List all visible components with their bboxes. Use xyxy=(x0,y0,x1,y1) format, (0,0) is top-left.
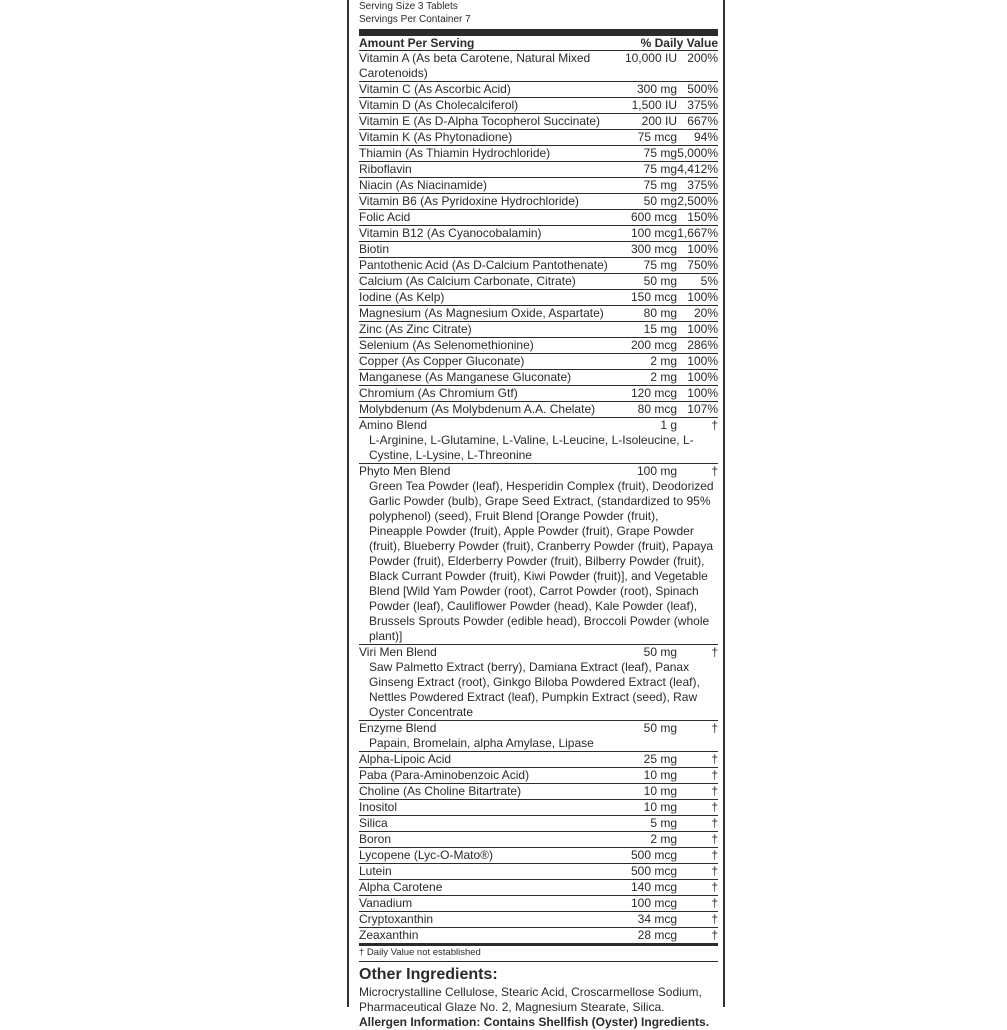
nutrient-name: Alpha-Lipoic Acid xyxy=(359,752,452,766)
allergen-information: Allergen Information: Contains Shellfish (Oyster) Ingredients. xyxy=(359,1015,710,1029)
nutrient-name: Manganese (As Manganese Gluconate) xyxy=(359,370,572,384)
table-row xyxy=(359,645,718,660)
nutrient-name: Vitamin B6 (As Pyridoxine Hydrochloride) xyxy=(359,194,579,208)
table-row xyxy=(359,194,718,210)
amount-per-serving: 1,500 IU xyxy=(631,98,677,112)
daily-value-percent: † xyxy=(711,645,718,659)
nutrient-name: Silica xyxy=(359,816,388,830)
nutrient-name: Thiamin (As Thiamin Hydrochloride) xyxy=(359,146,551,160)
nutrient-name: Vitamin C (As Ascorbic Acid) xyxy=(359,82,511,96)
nutrient-name: Chromium (As Chromium Gtf) xyxy=(359,386,518,400)
table-row xyxy=(359,210,718,226)
supplement-facts-panel xyxy=(359,0,718,1030)
table-row xyxy=(359,274,718,290)
amount-per-serving: 34 mcg xyxy=(637,912,677,926)
table-row xyxy=(359,290,718,306)
table-row xyxy=(359,721,718,736)
amount-per-serving: 50 mg xyxy=(643,645,677,659)
nutrient-name: Amino Blend xyxy=(359,418,428,432)
nutrient-rows xyxy=(359,51,718,418)
amount-per-serving: 80 mg xyxy=(643,306,677,320)
nutrient-name: Lutein xyxy=(359,864,392,878)
table-row xyxy=(359,258,718,274)
daily-value-percent: 5,000% xyxy=(677,146,718,160)
daily-value-percent: † xyxy=(711,928,718,942)
table-row xyxy=(359,354,718,370)
nutrient-name: Calcium (As Calcium Carbonate, Citrate) xyxy=(359,274,576,288)
blend-ingredients: L-Arginine, L-Glutamine, L-Valine, L-Leucine, L-Isoleucine, L-Cystine, L-Lysine, L-Threonine xyxy=(359,433,718,464)
daily-value-percent: 750% xyxy=(687,258,718,272)
daily-value-percent: 2,500% xyxy=(677,194,718,208)
daily-value-percent: † xyxy=(711,832,718,846)
amount-per-serving: 10 mg xyxy=(643,800,677,814)
table-row xyxy=(359,242,718,258)
amount-per-serving: 25 mg xyxy=(643,752,677,766)
daily-value-percent: † xyxy=(711,848,718,862)
table-row xyxy=(359,464,718,479)
table-row xyxy=(359,98,718,114)
daily-value-percent: † xyxy=(711,912,718,926)
nutrient-name: Enzyme Blend xyxy=(359,721,437,735)
blend-rows xyxy=(359,418,718,752)
blend-ingredients: Green Tea Powder (leaf), Hesperidin Complex (fruit), Deodorized Garlic Powder (bulb), Grape Seed Extract, (standardized to 95% polyphenol) (seed), Fruit Blend [Orange Powder (fruit), Pineapple Powder (fruit), Apple Powder (fruit), Grape Powder (fruit), Blueberry Powder (fruit), Cranberry Powder (fruit), Papaya Powder (fruit), Elderberry Powder (fruit), Bilberry Powder (fruit), Black Currant Powder (fruit), Kiwi Powder (fruit)], and Vegetable Blend [Wild Yam Powder (root), Carrot Powder (root), Spinach Powder (leaf), Cauliflower Powder (head), Kale Powder (leaf), Brussels Sprouts Powder (edible head), Broccoli Powder (whole plant)] xyxy=(359,479,718,645)
nutrient-name: Folic Acid xyxy=(359,210,411,224)
nutrient-name: Paba (Para-Aminobenzoic Acid) xyxy=(359,768,530,782)
daily-value-label: % Daily Value xyxy=(640,36,718,50)
amount-per-serving: 50 mg xyxy=(643,274,677,288)
daily-value-percent: 100% xyxy=(687,386,718,400)
table-row xyxy=(359,114,718,130)
table-row xyxy=(359,784,718,800)
table-row xyxy=(359,402,718,418)
blend-ingredients: Saw Palmetto Extract (berry), Damiana Extract (leaf), Panax Ginseng Extract (root), Ginkgo Biloba Powdered Extract (leaf), Nettles Powdered Extract (leaf), Pumpkin Extract (seed), Raw Oyster Concentrate xyxy=(359,660,718,721)
amount-per-serving: 100 mcg xyxy=(630,226,677,240)
amount-per-serving: 300 mcg xyxy=(630,242,677,256)
table-row xyxy=(359,130,718,146)
daily-value-percent: † xyxy=(711,464,718,478)
nutrient-name: Biotin xyxy=(359,242,390,256)
amount-per-serving: 75 mg xyxy=(643,178,677,192)
serving-size: Serving Size 3 Tablets xyxy=(359,1,458,12)
amount-per-serving: 140 mcg xyxy=(630,880,677,894)
amount-per-serving: 1 g xyxy=(660,418,677,432)
nutrient-name: Zeaxanthin xyxy=(359,928,419,942)
other-nutrient-rows xyxy=(359,752,718,944)
amount-per-serving: 150 mcg xyxy=(630,290,677,304)
amount-per-serving: 10 mg xyxy=(643,784,677,798)
table-row xyxy=(359,816,718,832)
nutrient-name: Vitamin B12 (As Cyanocobalamin) xyxy=(359,226,542,240)
table-row xyxy=(359,768,718,784)
daily-value-percent: † xyxy=(711,752,718,766)
thick-divider xyxy=(359,29,718,36)
daily-value-percent: 667% xyxy=(687,114,718,128)
table-row xyxy=(359,338,718,354)
daily-value-percent: 1,667% xyxy=(677,226,718,240)
nutrient-name: Riboflavin xyxy=(359,162,412,176)
daily-value-percent: † xyxy=(711,816,718,830)
table-row xyxy=(359,752,718,768)
daily-value-footnote: † Daily Value not established xyxy=(359,946,718,962)
daily-value-percent: 100% xyxy=(687,242,718,256)
nutrient-name: Boron xyxy=(359,832,392,846)
table-row xyxy=(359,386,718,402)
daily-value-percent: † xyxy=(711,784,718,798)
nutrient-name: Selenium (As Selenomethionine) xyxy=(359,338,534,352)
table-row xyxy=(359,178,718,194)
table-row xyxy=(359,912,718,928)
amount-per-serving: 5 mg xyxy=(650,816,677,830)
amount-per-serving: 75 mcg xyxy=(637,130,677,144)
daily-value-percent: 286% xyxy=(687,338,718,352)
amount-per-serving: 10 mg xyxy=(643,768,677,782)
amount-per-serving: 500 mcg xyxy=(630,848,677,862)
daily-value-percent: 375% xyxy=(687,178,718,192)
daily-value-percent: 5% xyxy=(700,274,718,288)
daily-value-percent: 100% xyxy=(687,322,718,336)
nutrient-name: Zinc (As Zinc Citrate) xyxy=(359,322,472,336)
amount-per-serving: 50 mg xyxy=(643,194,677,208)
nutrient-name: Magnesium (As Magnesium Oxide, Aspartate) xyxy=(359,306,604,320)
amount-per-serving: 120 mcg xyxy=(630,386,677,400)
nutrient-name: Alpha Carotene xyxy=(359,880,443,894)
nutrient-name: Choline (As Choline Bitartrate) xyxy=(359,784,522,798)
other-ingredients-title: Other Ingredients: xyxy=(359,966,498,983)
amount-per-serving: 600 mcg xyxy=(630,210,677,224)
amount-per-serving: 75 mg xyxy=(643,258,677,272)
nutrient-name: Phyto Men Blend xyxy=(359,464,451,478)
amount-per-serving: 28 mcg xyxy=(637,928,677,942)
daily-value-percent: † xyxy=(711,721,718,735)
amount-per-serving: 2 mg xyxy=(650,354,677,368)
table-row xyxy=(359,832,718,848)
daily-value-percent: 100% xyxy=(687,370,718,384)
daily-value-percent: 100% xyxy=(687,354,718,368)
amount-per-serving: 200 IU xyxy=(641,114,677,128)
daily-value-percent: † xyxy=(711,768,718,782)
table-row xyxy=(359,928,718,944)
table-header xyxy=(359,36,718,51)
nutrient-name: Vitamin E (As D-Alpha Tocopherol Succinate) xyxy=(359,114,601,128)
nutrient-name: Cryptoxanthin xyxy=(359,912,434,926)
nutrient-name: Pantothenic Acid (As D-Calcium Pantothenate) xyxy=(359,258,608,272)
daily-value-percent: † xyxy=(711,880,718,894)
servings-per-container: Servings Per Container 7 xyxy=(359,14,471,25)
table-row xyxy=(359,864,718,880)
daily-value-percent: 94% xyxy=(693,130,718,144)
table-row xyxy=(359,880,718,896)
nutrient-name: Vanadium xyxy=(359,896,413,910)
amount-per-serving: 75 mg xyxy=(643,162,677,176)
other-ingredients-text: Microcrystalline Cellulose, Stearic Acid, Croscarmellose Sodium, Pharmaceutical Glaze No. 2, Magnesium Stearate, Silica. xyxy=(359,985,702,1014)
daily-value-percent: † xyxy=(711,418,718,432)
table-row xyxy=(359,82,718,98)
daily-value-percent: 107% xyxy=(687,402,718,416)
nutrient-name: Vitamin D (As Cholecalciferol) xyxy=(359,98,519,112)
daily-value-percent: † xyxy=(711,864,718,878)
amount-per-serving: 200 mcg xyxy=(630,338,677,352)
daily-value-percent: 100% xyxy=(687,290,718,304)
amount-per-serving: 2 mg xyxy=(650,370,677,384)
daily-value-percent: 500% xyxy=(687,82,718,96)
amount-per-serving: 75 mg xyxy=(643,146,677,160)
nutrient-name: Vitamin A (As beta Carotene, Natural Mixed Carotenoids) xyxy=(359,51,591,80)
amount-per-serving: 500 mcg xyxy=(630,864,677,878)
table-row xyxy=(359,896,718,912)
nutrient-name: Iodine (As Kelp) xyxy=(359,290,445,304)
table-row xyxy=(359,848,718,864)
amount-per-serving: 100 mg xyxy=(636,464,677,478)
blend-ingredients: Papain, Bromelain, alpha Amylase, Lipase xyxy=(359,736,718,752)
daily-value-percent: 375% xyxy=(687,98,718,112)
amount-per-serving: 50 mg xyxy=(643,721,677,735)
table-row xyxy=(359,226,718,242)
daily-value-percent: 150% xyxy=(687,210,718,224)
table-row xyxy=(359,306,718,322)
nutrient-name: Lycopene (Lyc-O-Mato®) xyxy=(359,848,493,862)
amount-per-serving: 2 mg xyxy=(650,832,677,846)
amount-per-serving: 10,000 IU xyxy=(624,51,677,65)
amount-per-serving: 80 mcg xyxy=(637,402,677,416)
table-row xyxy=(359,146,718,162)
table-row xyxy=(359,800,718,816)
table-row xyxy=(359,370,718,386)
daily-value-percent: 4,412% xyxy=(677,162,718,176)
daily-value-percent: 20% xyxy=(693,306,718,320)
nutrient-name: Niacin (As Niacinamide) xyxy=(359,178,488,192)
daily-value-percent: † xyxy=(711,896,718,910)
label-border-right xyxy=(723,0,725,1007)
amount-per-serving: 100 mcg xyxy=(630,896,677,910)
amount-per-serving-label: Amount Per Serving xyxy=(359,36,475,50)
nutrient-name: Vitamin K (As Phytonadione) xyxy=(359,130,513,144)
label-border-left xyxy=(347,0,349,1007)
daily-value-percent: 200% xyxy=(687,51,718,65)
nutrient-name: Molybdenum (As Molybdenum A.A. Chelate) xyxy=(359,402,596,416)
nutrient-name: Inositol xyxy=(359,800,398,814)
amount-per-serving: 15 mg xyxy=(643,322,677,336)
nutrient-name: Copper (As Copper Gluconate) xyxy=(359,354,525,368)
daily-value-percent: † xyxy=(711,800,718,814)
nutrient-name: Viri Men Blend xyxy=(359,645,437,659)
table-row xyxy=(359,322,718,338)
table-row xyxy=(359,418,718,433)
amount-per-serving: 300 mg xyxy=(636,82,677,96)
table-row xyxy=(359,162,718,178)
table-row xyxy=(359,51,718,82)
